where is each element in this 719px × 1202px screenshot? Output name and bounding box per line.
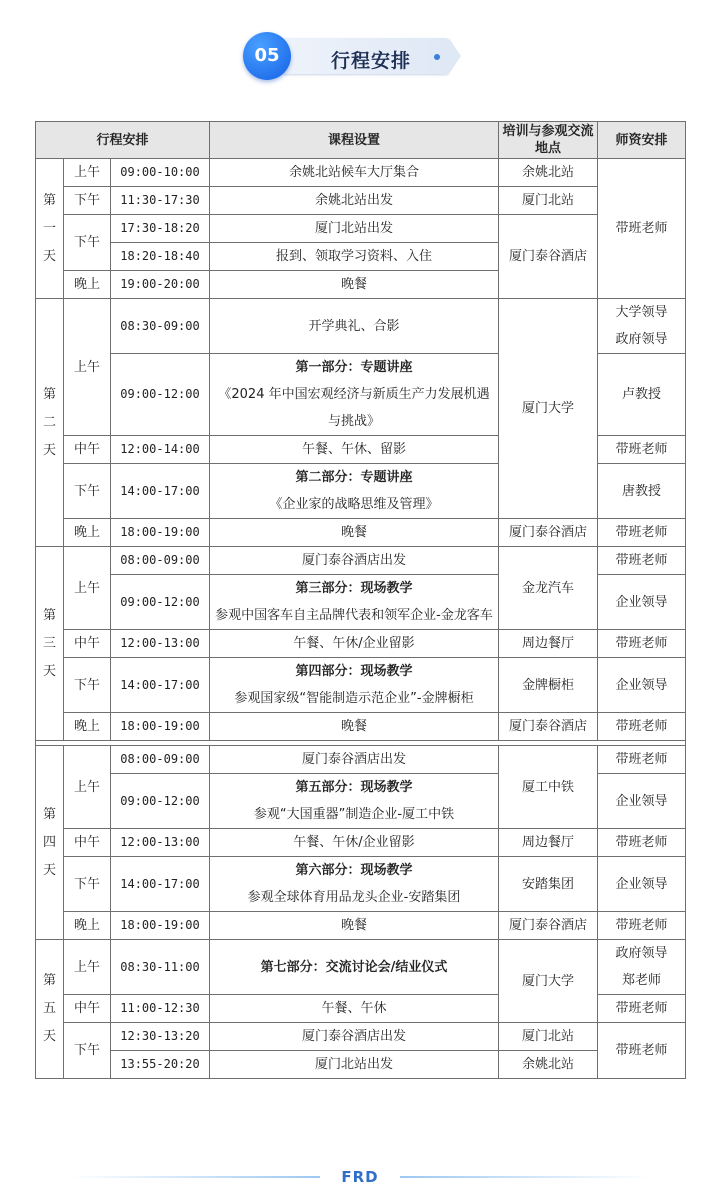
place-cell: 厦门泰谷酒店 — [499, 912, 598, 940]
course-cell: 午餐、午休/企业留影 — [210, 829, 499, 857]
table-row — [36, 940, 686, 995]
course-cell: 厦门泰谷酒店出发 — [210, 547, 499, 575]
period-cell: 中午 — [64, 829, 111, 857]
place-cell: 金牌橱柜 — [499, 658, 598, 713]
teacher-cell: 带班老师 — [598, 1023, 686, 1079]
course-cell: 晚餐 — [210, 519, 499, 547]
time-cell: 12:00-14:00 — [111, 436, 210, 464]
table-row — [36, 547, 686, 575]
table-row — [36, 159, 686, 187]
teacher-cell: 唐教授 — [598, 464, 686, 519]
time-cell: 11:30-17:30 — [111, 187, 210, 215]
course-cell: 晚餐 — [210, 271, 499, 299]
time-cell: 17:30-18:20 — [111, 215, 210, 243]
time-cell: 18:00-19:00 — [111, 519, 210, 547]
header-schedule: 行程安排 — [36, 122, 210, 159]
course-cell — [210, 857, 499, 912]
course-cell: 晚餐 — [210, 713, 499, 741]
teacher-cell: 大学领导 政府领导 — [598, 299, 686, 354]
time-cell: 08:30-11:00 — [111, 940, 210, 995]
course-cell: 报到、领取学习资料、入住 — [210, 243, 499, 271]
period-cell: 下午 — [64, 215, 111, 271]
time-cell: 09:00-12:00 — [111, 354, 210, 436]
place-cell: 厦门北站 — [499, 187, 598, 215]
period-cell: 下午 — [64, 857, 111, 912]
table-row — [36, 857, 686, 912]
period-cell: 晚上 — [64, 912, 111, 940]
time-cell: 09:00-12:00 — [111, 774, 210, 829]
dot-icon — [434, 54, 440, 60]
place-cell: 厦门泰谷酒店 — [499, 519, 598, 547]
footer-logo-text: FRD — [341, 1168, 379, 1186]
section-header — [243, 32, 455, 84]
time-cell: 12:30-13:20 — [111, 1023, 210, 1051]
day-label: 第 五 天 — [36, 940, 64, 1079]
time-cell: 14:00-17:00 — [111, 658, 210, 713]
period-cell: 下午 — [64, 187, 111, 215]
period-cell: 中午 — [64, 630, 111, 658]
day-label: 第 四 天 — [36, 746, 64, 940]
place-cell: 厦工中铁 — [499, 746, 598, 829]
teacher-cell: 带班老师 — [598, 829, 686, 857]
table-row — [36, 746, 686, 774]
table-row — [36, 1051, 686, 1079]
day-label: 第 二 天 — [36, 299, 64, 547]
teacher-cell: 带班老师 — [598, 159, 686, 299]
place-cell: 厦门泰谷酒店 — [499, 215, 598, 299]
course-cell — [210, 575, 499, 630]
place-cell: 金龙汽车 — [499, 547, 598, 630]
period-cell: 上午 — [64, 940, 111, 995]
section-title: 行程安排 — [331, 50, 412, 72]
table-row — [36, 215, 686, 243]
place-cell: 厦门大学 — [499, 940, 598, 1023]
teacher-cell: 带班老师 — [598, 519, 686, 547]
period-cell: 上午 — [64, 299, 111, 436]
course-section-title: 第四部分：现场教学 — [295, 664, 413, 679]
course-cell — [210, 354, 499, 436]
course-section-title: 第三部分：现场教学 — [295, 581, 413, 596]
course-description: 参观国家级“智能制造示范企业”-金牌橱柜 — [234, 691, 474, 706]
course-description: 《2024 年中国宏观经济与新质生产力发展机遇与挑战》 — [218, 387, 490, 429]
course-cell: 余姚北站出发 — [210, 187, 499, 215]
course-cell — [210, 658, 499, 713]
place-cell: 厦门泰谷酒店 — [499, 713, 598, 741]
place-cell: 余姚北站 — [499, 1051, 598, 1079]
course-cell: 厦门北站出发 — [210, 1051, 499, 1079]
time-cell: 09:00-10:00 — [111, 159, 210, 187]
course-description: 参观全球体育用品龙头企业-安踏集团 — [247, 890, 461, 905]
time-cell: 12:00-13:00 — [111, 829, 210, 857]
table-row — [36, 658, 686, 713]
time-cell: 13:55-20:20 — [111, 1051, 210, 1079]
period-cell: 中午 — [64, 436, 111, 464]
section-number: 05 — [254, 45, 280, 66]
schedule-table — [35, 121, 686, 1079]
course-cell: 开学典礼、合影 — [210, 299, 499, 354]
place-cell: 周边餐厅 — [499, 630, 598, 658]
table-header-row — [36, 122, 686, 159]
course-cell: 厦门泰谷酒店出发 — [210, 746, 499, 774]
time-cell: 08:00-09:00 — [111, 746, 210, 774]
course-section-title: 第二部分：专题讲座 — [295, 470, 413, 485]
table-row — [36, 829, 686, 857]
time-cell: 19:00-20:00 — [111, 271, 210, 299]
course-section-title: 第七部分：交流讨论会/结业仪式 — [260, 959, 448, 975]
course-cell: 午餐、午休、留影 — [210, 436, 499, 464]
course-cell — [210, 464, 499, 519]
course-section-title: 第一部分：专题讲座 — [295, 360, 413, 375]
place-cell: 厦门大学 — [499, 299, 598, 519]
period-cell: 中午 — [64, 995, 111, 1023]
footer-divider-left — [70, 1176, 320, 1178]
teacher-cell: 企业领导 — [598, 658, 686, 713]
table-row — [36, 713, 686, 741]
teacher-cell: 带班老师 — [598, 630, 686, 658]
period-cell: 上午 — [64, 159, 111, 187]
period-cell: 下午 — [64, 1023, 111, 1079]
teacher-cell: 带班老师 — [598, 746, 686, 774]
header-teacher: 师资安排 — [598, 122, 686, 159]
teacher-cell: 企业领导 — [598, 575, 686, 630]
course-cell: 晚餐 — [210, 912, 499, 940]
period-cell: 上午 — [64, 746, 111, 829]
time-cell: 18:20-18:40 — [111, 243, 210, 271]
time-cell: 18:00-19:00 — [111, 713, 210, 741]
teacher-cell: 带班老师 — [598, 995, 686, 1023]
time-cell: 11:00-12:30 — [111, 995, 210, 1023]
table-row — [36, 912, 686, 940]
day-label: 第 一 天 — [36, 159, 64, 299]
course-cell: 厦门北站出发 — [210, 215, 499, 243]
course-description: 参观中国客车自主品牌代表和领军企业-金龙客车 — [215, 608, 493, 623]
teacher-cell: 政府领导 郑老师 — [598, 940, 686, 995]
time-cell: 09:00-12:00 — [111, 575, 210, 630]
teacher-cell: 带班老师 — [598, 713, 686, 741]
course-cell: 午餐、午休 — [210, 995, 499, 1023]
table-row — [36, 299, 686, 354]
teacher-cell: 带班老师 — [598, 547, 686, 575]
header-course: 课程设置 — [210, 122, 499, 159]
course-description: 《企业家的战略思维及管理》 — [269, 497, 439, 512]
place-cell: 厦门北站 — [499, 1023, 598, 1051]
time-cell: 08:00-09:00 — [111, 547, 210, 575]
table-row — [36, 519, 686, 547]
table-row — [36, 187, 686, 215]
place-cell: 余姚北站 — [499, 159, 598, 187]
header-location: 培训与参观交流地点 — [499, 122, 598, 159]
time-cell: 14:00-17:00 — [111, 857, 210, 912]
course-description: 参观“大国重器”制造企业-厦工中铁 — [253, 807, 455, 822]
course-cell: 午餐、午休/企业留影 — [210, 630, 499, 658]
time-cell: 18:00-19:00 — [111, 912, 210, 940]
time-cell: 12:00-13:00 — [111, 630, 210, 658]
place-cell: 周边餐厅 — [499, 829, 598, 857]
period-cell: 上午 — [64, 547, 111, 630]
place-cell: 安踏集团 — [499, 857, 598, 912]
teacher-cell: 企业领导 — [598, 774, 686, 829]
teacher-cell: 企业领导 — [598, 857, 686, 912]
teacher-cell: 带班老师 — [598, 436, 686, 464]
course-section-title: 第六部分：现场教学 — [295, 863, 413, 878]
period-cell: 下午 — [64, 464, 111, 519]
time-cell: 08:30-09:00 — [111, 299, 210, 354]
period-cell: 晚上 — [64, 271, 111, 299]
table-row — [36, 1023, 686, 1051]
period-cell: 下午 — [64, 658, 111, 713]
teacher-cell: 卢教授 — [598, 354, 686, 436]
course-cell: 余姚北站候车大厅集合 — [210, 159, 499, 187]
course-cell — [210, 940, 499, 995]
course-cell — [210, 774, 499, 829]
teacher-cell: 带班老师 — [598, 912, 686, 940]
course-cell: 厦门泰谷酒店出发 — [210, 1023, 499, 1051]
period-cell: 晚上 — [64, 713, 111, 741]
day-label: 第 三 天 — [36, 547, 64, 741]
period-cell: 晚上 — [64, 519, 111, 547]
time-cell: 14:00-17:00 — [111, 464, 210, 519]
course-section-title: 第五部分：现场教学 — [295, 780, 413, 795]
footer-divider-right — [400, 1176, 650, 1178]
table-row — [36, 630, 686, 658]
